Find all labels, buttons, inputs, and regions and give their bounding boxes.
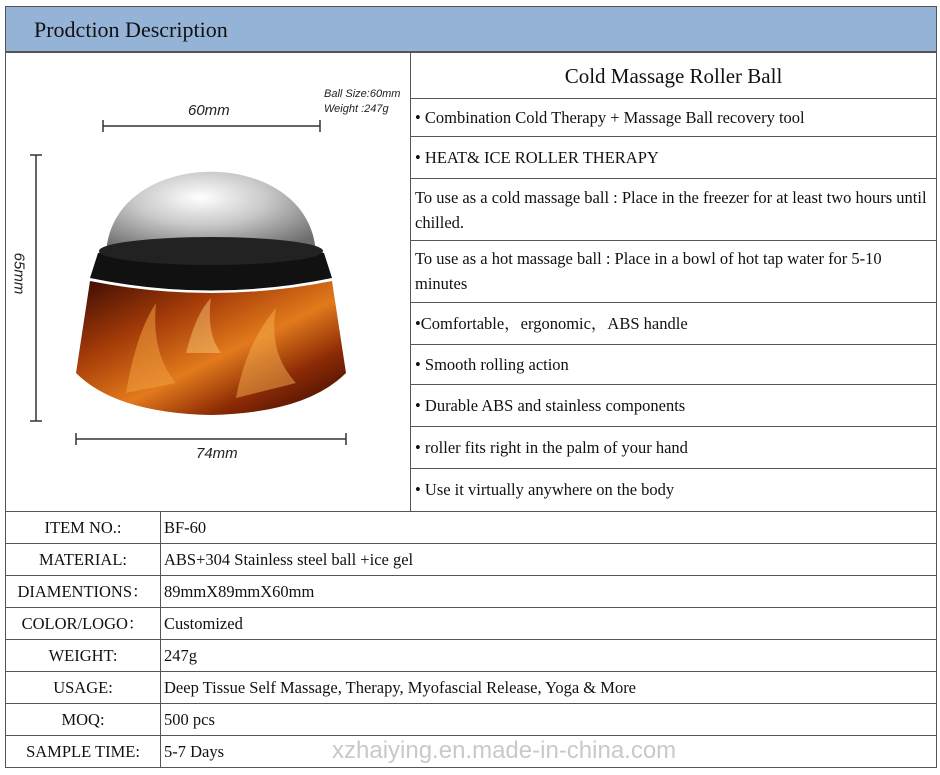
feature-row: • Combination Cold Therapy + Massage Ball recovery tool: [411, 99, 936, 137]
feature-row: •Comfortable，ergonomic，ABS handle: [411, 303, 936, 345]
spec-value: 5-7 Days: [164, 742, 225, 761]
spec-value: 500 pcs: [164, 710, 215, 729]
spec-value: Deep Tissue Self Massage, Therapy, Myofascial Release, Yoga & More: [164, 678, 637, 697]
spec-label: MOQ:: [6, 704, 161, 735]
product-image-cell: [6, 53, 411, 511]
spec-label: COLOR/LOGO：: [6, 608, 161, 639]
top-width-label: 60mm: [188, 102, 230, 119]
section-header: [5, 6, 937, 52]
spec-label: WEIGHT:: [6, 640, 161, 671]
spec-label: DIAMENTIONS：: [6, 576, 161, 607]
spec-row-item-no: [5, 512, 937, 544]
weight-label: Weight :247g: [324, 103, 389, 115]
features-table: [411, 53, 936, 511]
spec-value: ABS+304 Stainless steel ball +ice gel: [164, 550, 414, 569]
spec-row-moq: [5, 704, 937, 736]
features-title: Cold Massage Roller Ball: [411, 53, 936, 99]
roller-ball-illustration: [6, 53, 406, 508]
spec-table: [5, 512, 937, 770]
product-panel: [5, 52, 937, 512]
section-title: Prodction Description: [34, 17, 228, 42]
spec-label: USAGE:: [6, 672, 161, 703]
feature-row: To use as a cold massage ball : Place in the freezer for at least two hours until chilled.: [411, 179, 936, 241]
feature-row: • HEAT& ICE ROLLER THERAPY: [411, 137, 936, 179]
ball-size-label: Ball Size:60mm: [324, 88, 401, 100]
feature-row: • Use it virtually anywhere on the body: [415, 480, 675, 499]
spec-row-dimensions: [5, 576, 937, 608]
feature-row: • Smooth rolling action: [411, 345, 936, 385]
spec-row-color-logo: [5, 608, 937, 640]
feature-row: • roller fits right in the palm of your hand: [411, 427, 936, 469]
spec-value: BF-60: [164, 518, 207, 537]
feature-row: To use as a hot massage ball : Place in a bowl of hot tap water for 5-10 minutes: [411, 241, 936, 303]
feature-row: • Durable ABS and stainless components: [411, 385, 936, 427]
spec-row-weight: [5, 640, 937, 672]
height-label: 65mm: [10, 252, 28, 295]
spec-value: 247g: [164, 646, 197, 665]
spec-label: SAMPLE TIME:: [6, 736, 161, 767]
watermark: xzhaiying.en.made-in-china.com: [332, 737, 677, 764]
spec-label: MATERIAL:: [6, 544, 161, 575]
spec-value: Customized: [164, 614, 243, 633]
spec-value: 89mmX89mmX60mm: [164, 582, 315, 601]
spec-row-usage: [5, 672, 937, 704]
bottom-width-label: 74mm: [196, 445, 238, 462]
spec-label: ITEM NO.:: [6, 512, 161, 543]
spec-row-material: [5, 544, 937, 576]
